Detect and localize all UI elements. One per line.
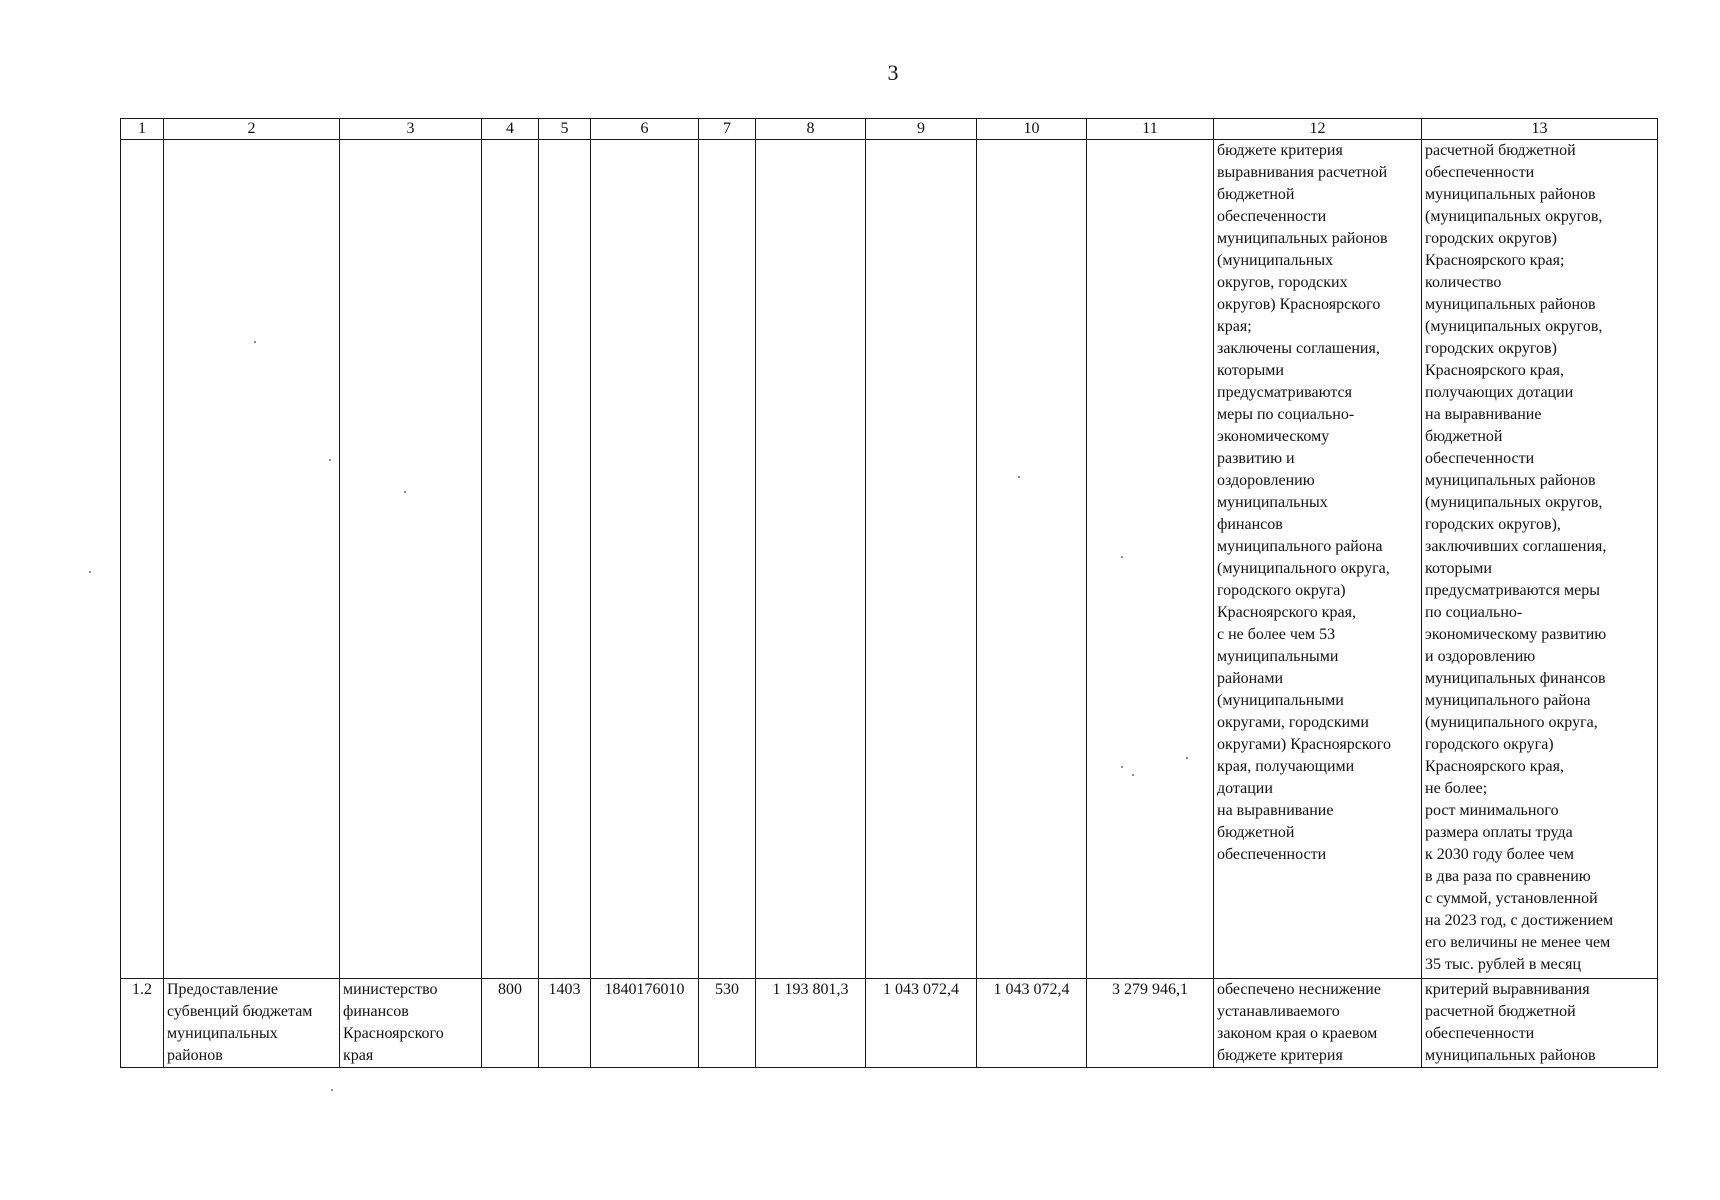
scan-speck [1132,774,1134,776]
cell-responsible: министерство финансов Красноярского края [340,979,482,1068]
column-number-4: 4 [482,119,539,140]
table-row-1-2 [121,979,1658,1068]
cell-empty [699,140,756,979]
scan-speck [404,491,406,493]
scan-speck [1121,556,1123,558]
cell-amount-year-1: 1 193 801,3 [756,979,866,1068]
column-number-8: 8 [756,119,866,140]
cell-expense-type: 530 [699,979,756,1068]
scan-speck [331,1089,333,1091]
cell-amount-year-3: 1 043 072,4 [977,979,1087,1068]
cell-result-text: обеспечено неснижение устанавливаемого законом края о краевом бюджете критерия [1214,979,1422,1068]
cell-empty [591,140,699,979]
cell-empty [340,140,482,979]
cell-indicator-text: расчетной бюджетной обеспеченности муниципальных районов (муниципальных округов, городских округов) Красноярского края; количество муниципальных районов (муниципальных округов, городских округов) Красноярского края, получающих дотации на выравнивание бюджетной обеспеченности муниципальных районов (муниципальных округов, городских округов), заключивших соглашения, которыми предусматриваются меры по социально- экономическому развитию и оздоровлению муниципальных финансов муниципального района (муниципального округа, городского округа) Красноярского края, не более; рост минимального размера оплаты труда к 2030 году более чем в два раза по сравнению с суммой, установленной на 2023 год, с достижением его величины не менее чем 35 тыс. рублей в месяц [1422,140,1658,979]
scan-speck [1121,766,1123,768]
cell-empty [977,140,1087,979]
cell-result-text: бюджете критерия выравнивания расчетной бюджетной обеспеченности муниципальных районов (муниципальных округов, городских округов) Красноярского края; заключены соглашения, которыми предусматриваются меры по социально- экономическому развитию и оздоровлению муниципальных финансов муниципального района (муниципального округа, городского округа) Красноярского края, с не более чем 53 муниципальными районами (муниципальными округами, городскими округами) Красноярского края, получающими дотации на выравнивание бюджетной обеспеченности [1214,140,1422,979]
cell-section-code: 1403 [539,979,591,1068]
column-number-7: 7 [699,119,756,140]
scan-speck [329,459,331,461]
cell-item-number: 1.2 [121,979,164,1068]
column-number-5: 5 [539,119,591,140]
column-number-11: 11 [1087,119,1214,140]
column-number-3: 3 [340,119,482,140]
cell-empty [1087,140,1214,979]
cell-empty [866,140,977,979]
cell-grbs-code: 800 [482,979,539,1068]
cell-empty [482,140,539,979]
scan-speck [254,341,256,343]
column-number-13: 13 [1422,119,1658,140]
column-number-6: 6 [591,119,699,140]
table-row-continuation [121,140,1658,979]
column-number-1: 1 [121,119,164,140]
cell-amount-total: 3 279 946,1 [1087,979,1214,1068]
cell-measure-name: Предоставление субвенций бюджетам муниципальных районов [164,979,340,1068]
cell-indicator-text: критерий выравнивания расчетной бюджетной обеспеченности муниципальных районов [1422,979,1658,1068]
column-number-12: 12 [1214,119,1422,140]
cell-empty [121,140,164,979]
column-number-9: 9 [866,119,977,140]
scan-speck [1186,757,1188,759]
scan-speck [89,571,91,573]
column-number-2: 2 [164,119,340,140]
scan-speck [1018,476,1020,478]
cell-empty [756,140,866,979]
cell-target-article: 1840176010 [591,979,699,1068]
page-number: 3 [887,60,899,85]
cell-empty [539,140,591,979]
cell-amount-year-2: 1 043 072,4 [866,979,977,1068]
cell-empty [164,140,340,979]
column-number-row [121,119,1658,140]
column-number-10: 10 [977,119,1087,140]
budget-table [120,118,1658,1068]
